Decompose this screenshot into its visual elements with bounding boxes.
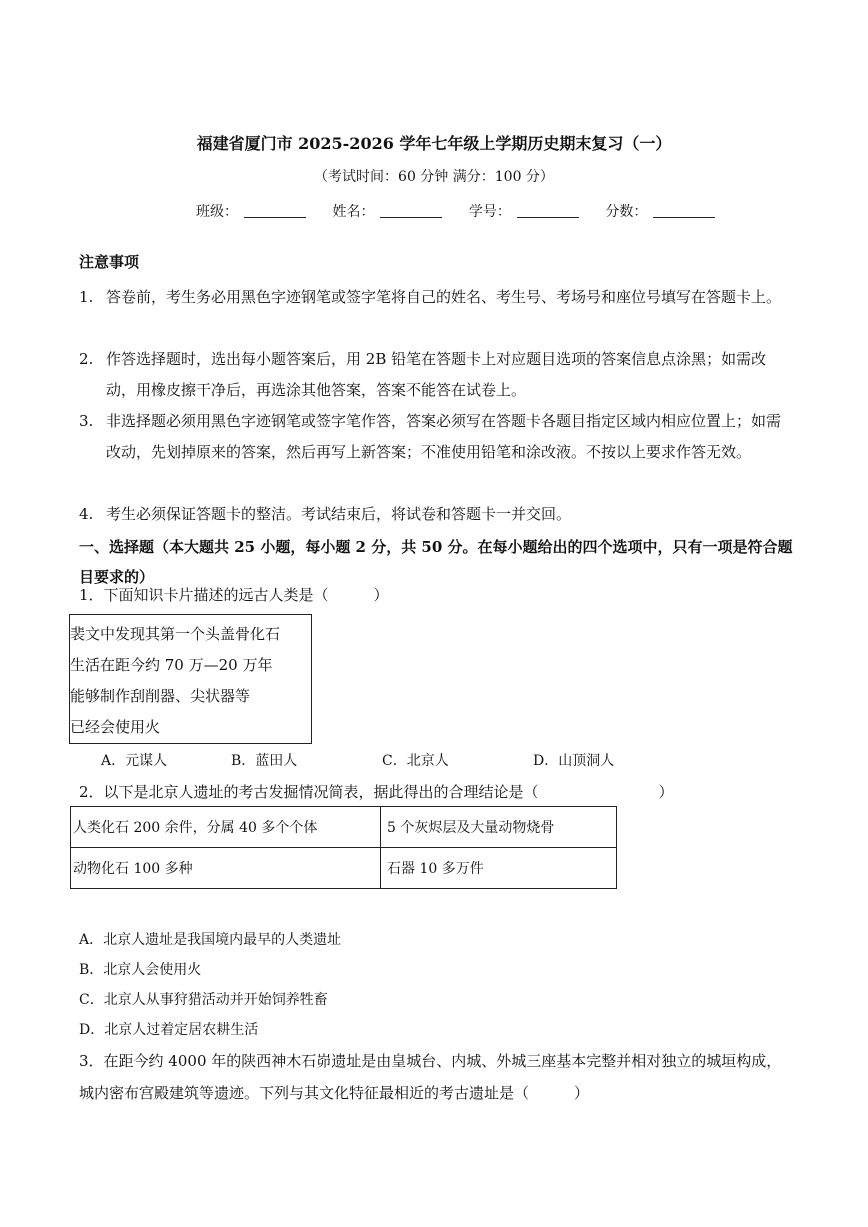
class-blank[interactable] <box>244 203 306 218</box>
table-cell <box>381 807 617 848</box>
student-id-label: 学号： <box>468 204 511 220</box>
q2-option-d[interactable]: D．北京人过着定居农耕生活 <box>79 1022 259 1038</box>
q1-option-c[interactable]: C．北京人 <box>382 753 449 769</box>
note-number: 2. <box>79 350 94 368</box>
q2-option-a[interactable]: A．北京人遗址是我国境内最早的人类遗址 <box>79 932 342 948</box>
note-item-4 <box>79 499 789 530</box>
q1-option-d[interactable]: D．山顶洞人 <box>533 753 615 769</box>
q1-stem: 1．下面知识卡片描述的远古人类是（ ） <box>79 586 389 604</box>
notes-heading: 注意事项 <box>79 253 140 271</box>
cell-text: 动物化石 100 多种 <box>73 861 193 877</box>
note-number: 1. <box>79 288 94 306</box>
card-line: 裴文中发现其第一个头盖骨化石 <box>70 625 281 643</box>
note-item-3 <box>79 406 789 468</box>
note-text: 非选择题必须用黑色字迹钢笔或签字笔作答，答案必须写在答题卡各题目指定区域内相应位置上；如需改动，先划掉原来的答案，然后再写上新答案；不准使用铅笔和涂改液。不按以上要求作答无效。 <box>106 412 782 461</box>
q1-option-b[interactable]: B．蓝田人 <box>231 753 298 769</box>
table-row <box>71 807 617 848</box>
exam-subtitle: （考试时间：60 分钟 满分：100 分） <box>314 169 554 185</box>
student-id-blank[interactable] <box>517 203 579 218</box>
name-blank[interactable] <box>380 203 442 218</box>
cell-text: 5 个灰烬层及大量动物烧骨 <box>387 820 555 836</box>
q2-option-c[interactable]: C．北京人从事狩猎活动并开始饲养牲畜 <box>79 992 328 1008</box>
table-row <box>71 848 617 889</box>
student-info-row <box>196 201 737 221</box>
table-cell <box>381 848 617 889</box>
note-number: 3. <box>79 412 94 430</box>
q2-stem: 2．以下是北京人遗址的考古发掘情况简表，据此得出的合理结论是（ ） <box>79 783 674 801</box>
q3-stem <box>79 1045 791 1109</box>
q2-excavation-table <box>70 806 617 889</box>
score-label: 分数： <box>605 204 648 220</box>
q2-option-b[interactable]: B．北京人会使用火 <box>79 962 202 978</box>
section1-heading: 一、选择题（本大题共 25 小题，每小题 2 分，共 50 分。在每小题给出的四个选项中，只有一项是符合题目要求的） <box>79 538 793 586</box>
card-line: 能够制作刮削器、尖状器等 <box>70 687 251 705</box>
class-label: 班级： <box>196 204 238 220</box>
card-line: 已经会使用火 <box>70 718 161 736</box>
q3-stem-text: 3．在距今约 4000 年的陕西神木石峁遗址是由皇城台、内城、外城三座基本完整并相对独立的城垣构成，城内密布宫殿建筑等遗迹。下列与其文化特征最相近的考古遗址是（ ） <box>79 1052 782 1102</box>
note-text: 考生必须保证答题卡的整洁。考试结束后，将试卷和答题卡一并交回。 <box>106 505 572 523</box>
q1-knowledge-card <box>69 614 312 744</box>
note-item-2 <box>79 344 789 406</box>
cell-text: 石器 10 多万件 <box>387 861 484 877</box>
table-cell <box>71 848 381 889</box>
note-number: 4. <box>79 505 94 523</box>
note-text: 作答选择题时，选出每小题答案后，用 2B 铅笔在答题卡上对应题目选项的答案信息点涂黑；如需改动，用橡皮擦干净后，再选涂其他答案，答案不能答在试卷上。 <box>106 350 767 399</box>
cell-text: 人类化石 200 余件，分属 40 多个个体 <box>73 820 318 836</box>
card-line: 生活在距今约 70 万—20 万年 <box>70 656 273 674</box>
note-item-1 <box>79 282 789 313</box>
name-label: 姓名： <box>332 204 375 220</box>
q1-option-a[interactable]: A．元谋人 <box>101 753 168 769</box>
table-cell <box>71 807 381 848</box>
exam-title: 福建省厦门市 2025-2026 学年七年级上学期历史期末复习（一） <box>196 134 672 153</box>
score-blank[interactable] <box>653 203 715 218</box>
note-text: 答卷前，考生务必用黑色字迹钢笔或签字笔将自己的姓名、考生号、考场号和座位号填写在答题卡上。 <box>106 288 782 306</box>
